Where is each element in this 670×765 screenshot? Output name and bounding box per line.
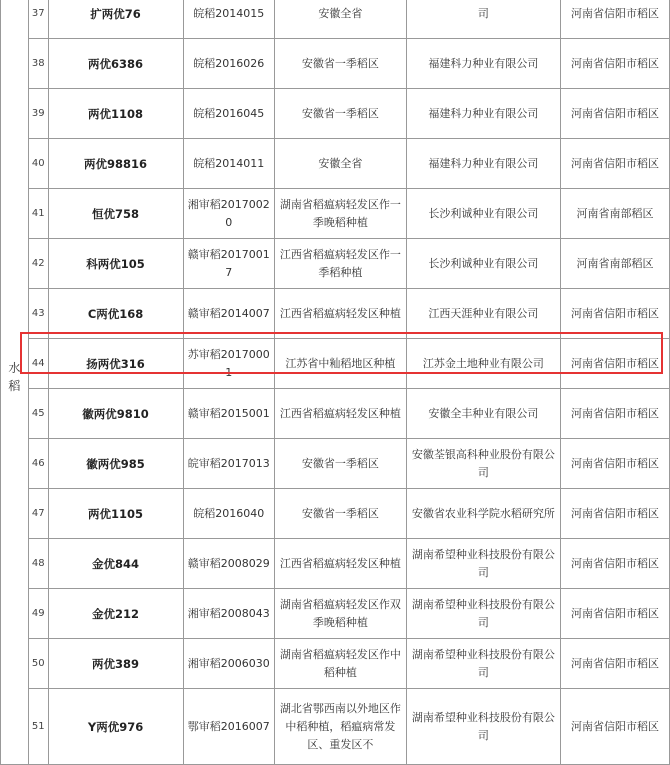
introduction-region: 河南省信阳市稻区: [561, 39, 670, 89]
approval-code: 湘审稻2008043: [183, 589, 275, 639]
applicant-company: 湖南希望种业科技股份有限公司: [406, 639, 560, 689]
suitable-area: 江西省稻瘟病轻发区种植: [275, 289, 407, 339]
introduction-region: 河南省信阳市稻区: [561, 389, 670, 439]
row-index: 38: [28, 39, 48, 89]
approval-code: 皖稻2014011: [183, 139, 275, 189]
variety-name: 科两优105: [48, 239, 183, 289]
suitable-area: 湖北省鄂西南以外地区作中稻种植，稻瘟病常发区、重发区不: [275, 689, 407, 765]
row-index: 42: [28, 239, 48, 289]
suitable-area: 安徽省一季稻区: [275, 439, 407, 489]
crop-category-char: 水: [8, 360, 21, 375]
introduction-region: 河南省信阳市稻区: [561, 689, 670, 765]
row-index: 46: [28, 439, 48, 489]
introduction-region: 河南省信阳市稻区: [561, 539, 670, 589]
row-index: 48: [28, 539, 48, 589]
suitable-area: 江苏省中籼稻地区种植: [275, 339, 407, 389]
variety-name: 扬两优316: [48, 339, 183, 389]
applicant-company: 福建科力种业有限公司: [406, 89, 560, 139]
variety-name: 徽两优9810: [48, 389, 183, 439]
row-index: 45: [28, 389, 48, 439]
suitable-area: 安徽省一季稻区: [275, 89, 407, 139]
introduction-region: 河南省信阳市稻区: [561, 489, 670, 539]
table-row: [1, 139, 670, 189]
introduction-region: 河南省信阳市稻区: [561, 139, 670, 189]
variety-name: 两优6386: [48, 39, 183, 89]
approval-code: 皖稻2014015: [183, 0, 275, 39]
suitable-area: 安徽全省: [275, 139, 407, 189]
row-highlight-box: [20, 332, 663, 374]
applicant-company: 湖南希望种业科技股份有限公司: [406, 689, 560, 765]
variety-name: 两优1105: [48, 489, 183, 539]
suitable-area: 江西省稻瘟病轻发区作一季稻种植: [275, 239, 407, 289]
row-index: 37: [28, 0, 48, 39]
approval-code: 皖稻2016045: [183, 89, 275, 139]
approval-code: 皖稻2016026: [183, 39, 275, 89]
table-row: [1, 0, 670, 39]
table-row: [1, 589, 670, 639]
introduction-region: 河南省信阳市稻区: [561, 289, 670, 339]
introduction-region: 河南省南部稻区: [561, 239, 670, 289]
row-index: 50: [28, 639, 48, 689]
applicant-company: 安徽荃银高科种业股份有限公司: [406, 439, 560, 489]
row-index: 43: [28, 289, 48, 339]
introduction-region: 河南省信阳市稻区: [561, 0, 670, 39]
approval-code: 湘审稻2006030: [183, 639, 275, 689]
applicant-company: 湖南希望种业科技股份有限公司: [406, 539, 560, 589]
row-index: 47: [28, 489, 48, 539]
table-row: [1, 539, 670, 589]
row-index: 49: [28, 589, 48, 639]
variety-name: 恒优758: [48, 189, 183, 239]
table-row: [1, 89, 670, 139]
suitable-area: 安徽省一季稻区: [275, 39, 407, 89]
suitable-area: 江西省稻瘟病轻发区种植: [275, 389, 407, 439]
variety-name: C两优168: [48, 289, 183, 339]
applicant-company: 福建科力种业有限公司: [406, 139, 560, 189]
row-index: 40: [28, 139, 48, 189]
applicant-company: 江苏金土地种业有限公司: [406, 339, 560, 389]
row-index: 51: [28, 689, 48, 765]
approval-code: 鄂审稻2016007: [183, 689, 275, 765]
suitable-area: 湖南省稻瘟病轻发区作双季晚稻种植: [275, 589, 407, 639]
variety-name: 徽两优985: [48, 439, 183, 489]
applicant-company: 长沙利诚种业有限公司: [406, 239, 560, 289]
applicant-company: 司: [406, 0, 560, 39]
row-index: 41: [28, 189, 48, 239]
applicant-company: 福建科力种业有限公司: [406, 39, 560, 89]
introduction-region: 河南省信阳市稻区: [561, 89, 670, 139]
table-row: [1, 239, 670, 289]
variety-name: Y两优976: [48, 689, 183, 765]
introduction-region: 河南省南部稻区: [561, 189, 670, 239]
suitable-area: 安徽省一季稻区: [275, 489, 407, 539]
suitable-area: 安徽全省: [275, 0, 407, 39]
table-row: [1, 689, 670, 765]
table-row: [1, 39, 670, 89]
approval-code: 皖稻2016040: [183, 489, 275, 539]
table-row: [1, 439, 670, 489]
approval-code: 湘审稻2017002 0: [183, 189, 275, 239]
applicant-company: 安徽省农业科学院水稻研究所: [406, 489, 560, 539]
table-row: [1, 389, 670, 439]
applicant-company: 湖南希望种业科技股份有限公司: [406, 589, 560, 639]
table-row: [1, 639, 670, 689]
table-row: [1, 189, 670, 239]
variety-name: 金优844: [48, 539, 183, 589]
row-index: 44: [28, 339, 48, 389]
crop-category-char: 稻: [8, 378, 21, 393]
introduction-region: 河南省信阳市稻区: [561, 439, 670, 489]
introduction-region: 河南省信阳市稻区: [561, 339, 670, 389]
approval-code: 赣审稻2015001: [183, 389, 275, 439]
suitable-area: 江西省稻瘟病轻发区种植: [275, 539, 407, 589]
variety-name: 两优1108: [48, 89, 183, 139]
approval-code: 赣审稻2008029: [183, 539, 275, 589]
variety-name: 扩两优76: [48, 0, 183, 39]
suitable-area: 湖南省稻瘟病轻发区作中稻种植: [275, 639, 407, 689]
suitable-area: 湖南省稻瘟病轻发区作一季晚稻种植: [275, 189, 407, 239]
applicant-company: 长沙利诚种业有限公司: [406, 189, 560, 239]
approval-code: 赣审稻2014007: [183, 289, 275, 339]
variety-name: 两优98816: [48, 139, 183, 189]
crop-category-cell: [1, 0, 29, 765]
applicant-company: 安徽全丰种业有限公司: [406, 389, 560, 439]
introduction-region: 河南省信阳市稻区: [561, 589, 670, 639]
applicant-company: 江西天涯种业有限公司: [406, 289, 560, 339]
table-row: [1, 289, 670, 339]
approval-code: 赣审稻2017001 7: [183, 239, 275, 289]
table-row: [1, 489, 670, 539]
approval-code: 苏审稻2017000 1: [183, 339, 275, 389]
approval-code: 皖审稻2017013: [183, 439, 275, 489]
introduction-region: 河南省信阳市稻区: [561, 639, 670, 689]
row-index: 39: [28, 89, 48, 139]
variety-name: 两优389: [48, 639, 183, 689]
variety-name: 金优212: [48, 589, 183, 639]
